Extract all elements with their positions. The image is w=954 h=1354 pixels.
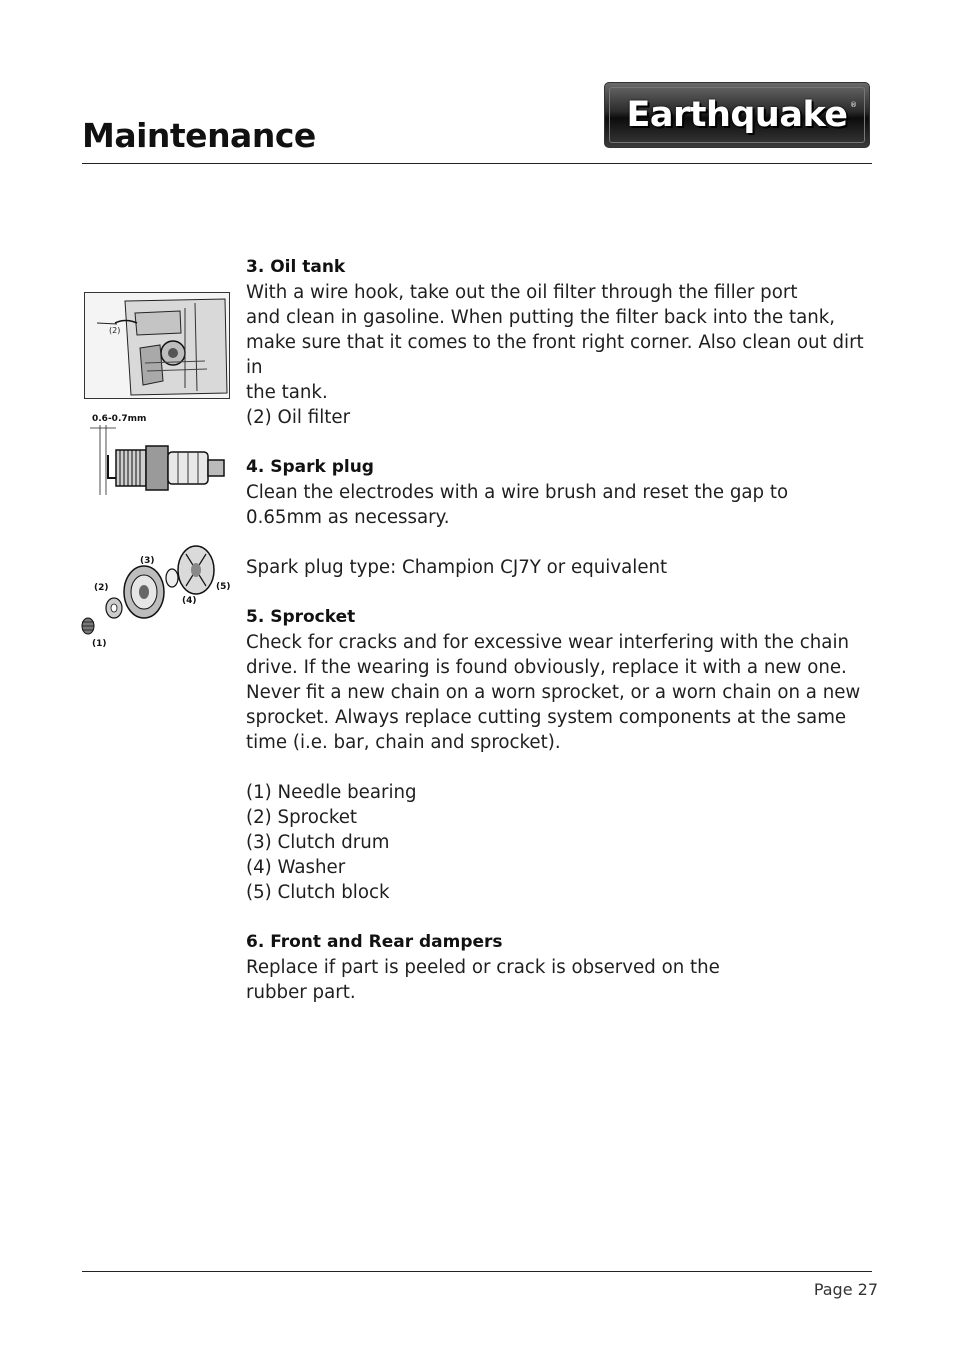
oil-tank-line: and clean in gasoline. When putting the filter back into the tank,: [246, 307, 836, 328]
sprocket-part: (5) Clutch block: [246, 882, 390, 903]
oil-tank-line: With a wire hook, take out the oil filter through the filler port: [246, 282, 798, 303]
spark-plug-line: Clean the electrodes with a wire brush and reset the gap to: [246, 482, 789, 503]
dampers-line: rubber part.: [246, 982, 356, 1003]
maintenance-body: [246, 255, 871, 1005]
sprocket-callout-2: (2): [94, 583, 109, 593]
sprocket-line: drive. If the wearing is found obviously, replace it with a new one.: [246, 657, 847, 678]
dampers-section: [246, 930, 871, 1005]
sprocket-line: time (i.e. bar, chain and sprocket).: [246, 732, 561, 753]
sprocket-heading: 5. Sprocket: [246, 607, 356, 627]
footer-divider: [82, 1271, 872, 1272]
sprocket-line: Never fit a new chain on a worn sprocket, or a worn chain on a new: [246, 682, 861, 703]
oil-tank-section: [246, 255, 871, 430]
header-divider: [82, 163, 872, 164]
page-number: Page 27: [813, 1280, 878, 1299]
sprocket-exploded-illustration: [64, 540, 234, 652]
sprocket-line: sprocket. Always replace cutting system components at the same: [246, 707, 847, 728]
dampers-line: Replace if part is peeled or crack is observed on the: [246, 957, 720, 978]
oil-tank-line: the tank.: [246, 382, 328, 403]
spark-plug-line: 0.65mm as necessary.: [246, 507, 450, 528]
spark-plug-illustration: [86, 410, 230, 500]
sprocket-part: (1) Needle bearing: [246, 782, 417, 803]
oil-tank-heading: 3. Oil tank: [246, 257, 346, 277]
spark-plug-section: [246, 455, 871, 580]
spark-plug-heading: 4. Spark plug: [246, 457, 374, 477]
oil-tank-illustration: [85, 293, 229, 398]
spark-gap-label: 0.6-0.7mm: [92, 414, 147, 424]
registered-mark: ®: [850, 101, 857, 109]
logo-wordmark: Earthquake: [626, 95, 848, 135]
sprocket-figure: [64, 540, 234, 652]
sprocket-section: [246, 605, 871, 905]
oil-tank-callout: (2): [109, 326, 121, 335]
page-title: Maintenance: [82, 116, 316, 155]
sprocket-part: (4) Washer: [246, 857, 346, 878]
sprocket-callout-3: (3): [140, 556, 155, 566]
spark-plug-figure: [86, 410, 230, 500]
oil-filter-label: (2) Oil filter: [246, 407, 351, 428]
sprocket-part: (3) Clutch drum: [246, 832, 390, 853]
sprocket-part: (2) Sprocket: [246, 807, 358, 828]
sprocket-line: Check for cracks and for excessive wear interfering with the chain: [246, 632, 850, 653]
spark-plug-type: Spark plug type: Champion CJ7Y or equivalent: [246, 557, 668, 578]
oil-tank-figure: [84, 292, 230, 399]
sprocket-callout-1: (1): [92, 639, 107, 649]
sprocket-callout-5: (5): [216, 582, 231, 592]
earthquake-logo: [604, 82, 870, 148]
oil-tank-line: make sure that it comes to the front right corner. Also clean out dirt in: [246, 332, 864, 378]
sprocket-callout-4: (4): [182, 596, 197, 606]
dampers-heading: 6. Front and Rear dampers: [246, 932, 503, 952]
